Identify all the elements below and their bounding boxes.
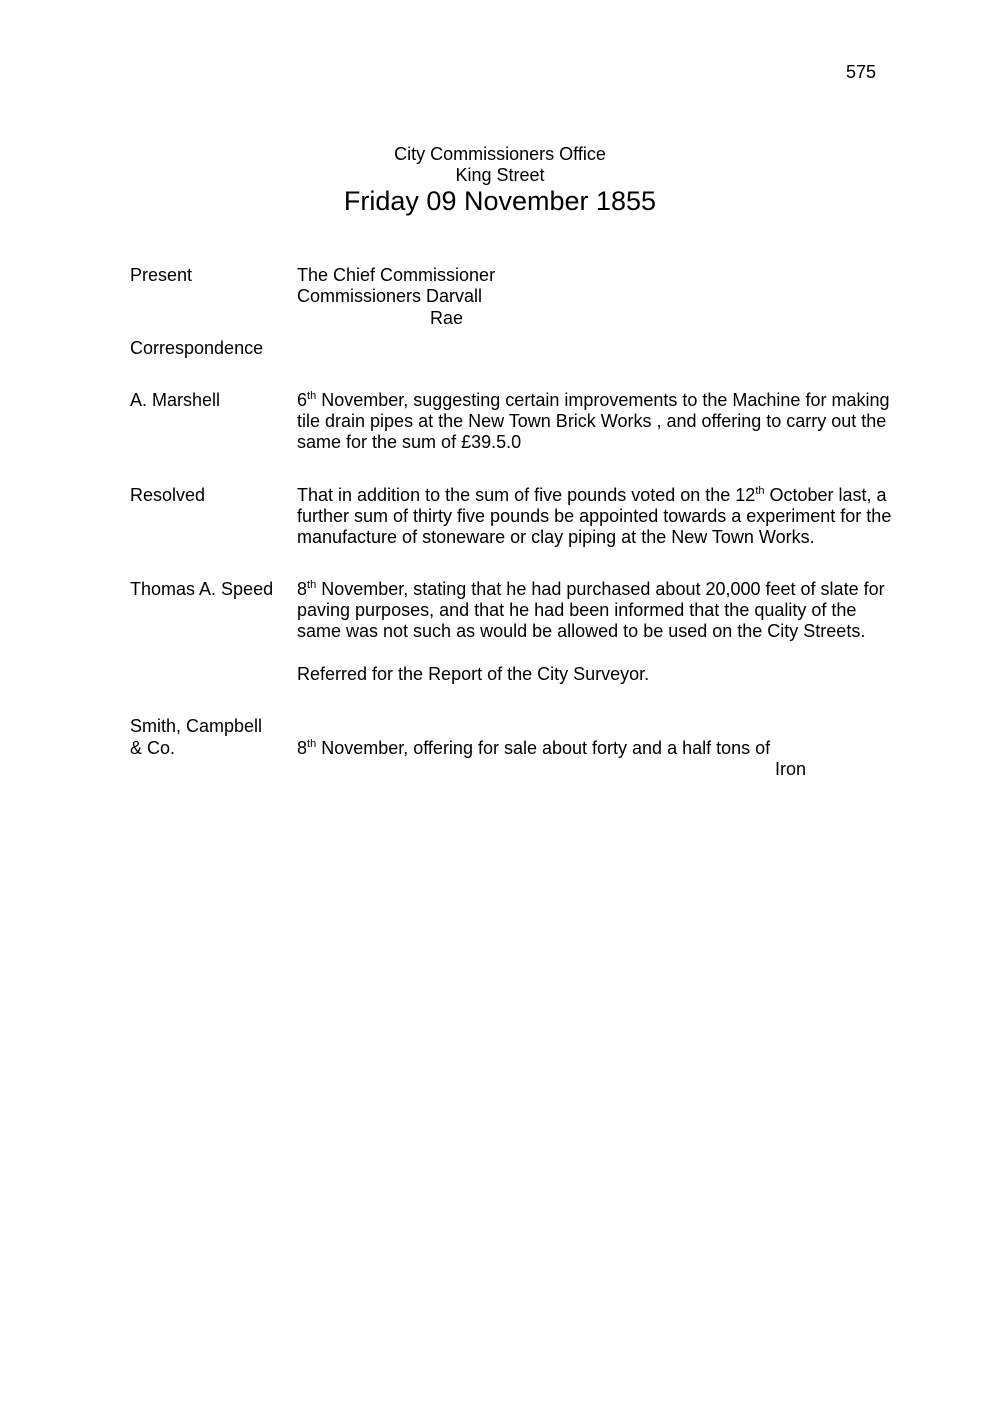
ordinal-suffix: th <box>307 390 317 402</box>
entry-text-fragment: November, offering for sale about forty and a half tons of <box>316 738 771 758</box>
present-label: Present <box>130 265 193 285</box>
present-line: Rae <box>430 308 464 328</box>
correspondence-heading: Correspondence <box>130 338 264 358</box>
entry-label-smith-cont: & Co. <box>130 738 176 758</box>
meeting-date: Friday 09 November 1855 <box>343 186 657 216</box>
entry-text-line <box>297 485 887 506</box>
ordinal-suffix: th <box>755 485 765 497</box>
entry-text-line: same for the sum of £39.5.0 <box>297 432 522 452</box>
entry-text-line <box>297 579 885 600</box>
office-street: King Street <box>455 165 545 185</box>
ordinal-number: 6 <box>297 390 308 410</box>
entry-text-line <box>297 390 889 411</box>
referral-note: Referred for the Report of the City Surveyor. <box>297 664 650 684</box>
entry-text-fragment: October last, a <box>764 485 887 505</box>
entry-text-line: same was not such as would be allowed to be used on the City Streets. <box>297 621 866 641</box>
entry-text-fragment: November, stating that he had purchased about 20,000 feet of slate for <box>316 579 885 599</box>
ordinal-number: 8 <box>297 579 308 599</box>
present-line: The Chief Commissioner <box>297 265 496 285</box>
entry-text-fragment: That in addition to the sum of five pounds voted on the 12 <box>297 485 756 505</box>
ordinal-suffix: th <box>307 579 317 591</box>
catchword: Iron <box>775 759 807 779</box>
page-number: 575 <box>846 62 877 82</box>
ordinal-suffix: th <box>307 738 317 750</box>
entry-text-line: paving purposes, and that he had been informed that the quality of the <box>297 600 857 620</box>
entry-label-smith: Smith, Campbell <box>130 716 263 736</box>
present-line: Commissioners Darvall <box>297 286 483 306</box>
ordinal-number: 8 <box>297 738 308 758</box>
entry-text-line <box>297 738 770 759</box>
entry-label-speed: Thomas A. Speed <box>130 579 274 599</box>
entry-text-line: manufacture of stoneware or clay piping at the New Town Works. <box>297 527 815 547</box>
entry-text-fragment: November, suggesting certain improvements to the Machine for making <box>316 390 890 410</box>
entry-text-line: further sum of thirty five pounds be appointed towards a experiment for the <box>297 506 892 526</box>
entry-label-resolved: Resolved <box>130 485 206 505</box>
office-name: City Commissioners Office <box>394 144 606 164</box>
entry-label-marshell: A. Marshell <box>130 390 221 410</box>
entry-text-line: tile drain pipes at the New Town Brick Works , and offering to carry out the <box>297 411 887 431</box>
